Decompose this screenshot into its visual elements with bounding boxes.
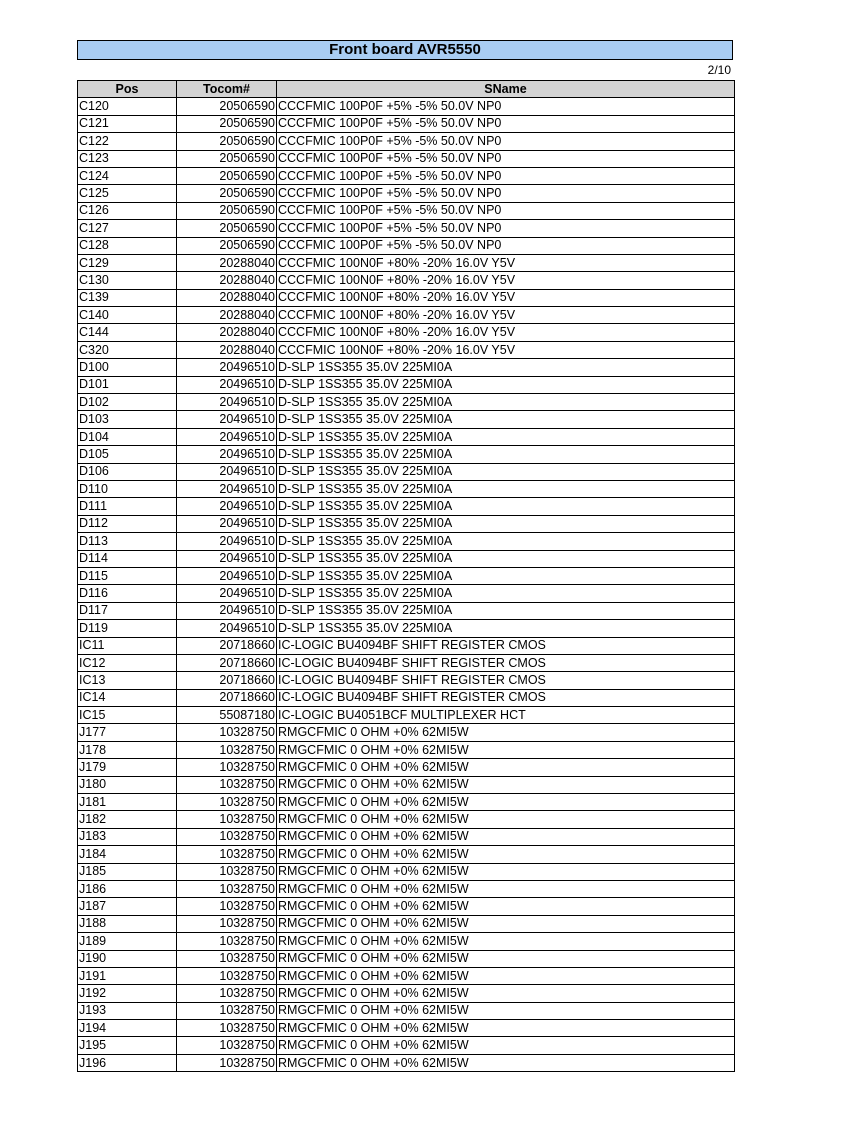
table-row bbox=[78, 550, 735, 567]
tocom-cell: 10328750 bbox=[177, 863, 277, 880]
sname-cell: RMGCFMIC 0 OHM +0% 62MI5W bbox=[277, 741, 735, 758]
sname-cell: RMGCFMIC 0 OHM +0% 62MI5W bbox=[277, 1020, 735, 1037]
table-row bbox=[78, 428, 735, 445]
pos-cell: D102 bbox=[78, 394, 177, 411]
tocom-cell: 10328750 bbox=[177, 828, 277, 845]
pos-cell: J182 bbox=[78, 811, 177, 828]
tocom-cell: 10328750 bbox=[177, 741, 277, 758]
pos-cell: IC11 bbox=[78, 637, 177, 654]
pos-cell: IC13 bbox=[78, 672, 177, 689]
sname-cell: CCCFMIC 100P0F +5% -5% 50.0V NP0 bbox=[277, 115, 735, 132]
sname-cell: D-SLP 1SS355 35.0V 225MI0A bbox=[277, 515, 735, 532]
tocom-cell: 20288040 bbox=[177, 324, 277, 341]
sname-cell: D-SLP 1SS355 35.0V 225MI0A bbox=[277, 463, 735, 480]
sname-cell: CCCFMIC 100P0F +5% -5% 50.0V NP0 bbox=[277, 98, 735, 115]
pos-cell: D116 bbox=[78, 585, 177, 602]
sname-cell: IC-LOGIC BU4094BF SHIFT REGISTER CMOS bbox=[277, 672, 735, 689]
sname-cell: IC-LOGIC BU4094BF SHIFT REGISTER CMOS bbox=[277, 689, 735, 706]
tocom-cell: 10328750 bbox=[177, 1020, 277, 1037]
table-row bbox=[78, 672, 735, 689]
tocom-cell: 20496510 bbox=[177, 550, 277, 567]
pos-cell: D106 bbox=[78, 463, 177, 480]
tocom-cell: 20288040 bbox=[177, 341, 277, 358]
sname-cell: D-SLP 1SS355 35.0V 225MI0A bbox=[277, 411, 735, 428]
table-row bbox=[78, 1054, 735, 1071]
table-row bbox=[78, 602, 735, 619]
pos-cell: J188 bbox=[78, 915, 177, 932]
tocom-cell: 10328750 bbox=[177, 759, 277, 776]
pos-cell: D110 bbox=[78, 480, 177, 497]
tocom-cell: 20496510 bbox=[177, 394, 277, 411]
table-row bbox=[78, 480, 735, 497]
tocom-cell: 20496510 bbox=[177, 463, 277, 480]
pos-cell: C320 bbox=[78, 341, 177, 358]
pos-cell: C140 bbox=[78, 307, 177, 324]
table-row bbox=[78, 394, 735, 411]
pos-cell: C129 bbox=[78, 254, 177, 271]
table-row bbox=[78, 689, 735, 706]
table-row bbox=[78, 254, 735, 271]
sname-cell: CCCFMIC 100P0F +5% -5% 50.0V NP0 bbox=[277, 133, 735, 150]
sname-cell: D-SLP 1SS355 35.0V 225MI0A bbox=[277, 359, 735, 376]
sname-cell: CCCFMIC 100N0F +80% -20% 16.0V Y5V bbox=[277, 324, 735, 341]
tocom-cell: 10328750 bbox=[177, 1037, 277, 1054]
tocom-cell: 10328750 bbox=[177, 1002, 277, 1019]
tocom-cell: 10328750 bbox=[177, 898, 277, 915]
pos-cell: J178 bbox=[78, 741, 177, 758]
pos-cell: C123 bbox=[78, 150, 177, 167]
sname-cell: RMGCFMIC 0 OHM +0% 62MI5W bbox=[277, 828, 735, 845]
tocom-cell: 10328750 bbox=[177, 794, 277, 811]
pos-cell: J186 bbox=[78, 880, 177, 897]
pos-cell: D100 bbox=[78, 359, 177, 376]
tocom-cell: 20718660 bbox=[177, 689, 277, 706]
sname-cell: IC-LOGIC BU4051BCF MULTIPLEXER HCT bbox=[277, 707, 735, 724]
tocom-cell: 20506590 bbox=[177, 202, 277, 219]
tocom-cell: 10328750 bbox=[177, 985, 277, 1002]
table-row bbox=[78, 724, 735, 741]
sname-cell: D-SLP 1SS355 35.0V 225MI0A bbox=[277, 533, 735, 550]
pos-cell: C121 bbox=[78, 115, 177, 132]
pos-cell: J194 bbox=[78, 1020, 177, 1037]
sname-cell: RMGCFMIC 0 OHM +0% 62MI5W bbox=[277, 1002, 735, 1019]
pos-cell: D104 bbox=[78, 428, 177, 445]
tocom-cell: 10328750 bbox=[177, 950, 277, 967]
tocom-cell: 20506590 bbox=[177, 150, 277, 167]
tocom-cell: 20496510 bbox=[177, 620, 277, 637]
table-row bbox=[78, 515, 735, 532]
pos-cell: C120 bbox=[78, 98, 177, 115]
pos-cell: J189 bbox=[78, 933, 177, 950]
tocom-cell: 20496510 bbox=[177, 602, 277, 619]
sname-cell: D-SLP 1SS355 35.0V 225MI0A bbox=[277, 376, 735, 393]
sname-cell: CCCFMIC 100N0F +80% -20% 16.0V Y5V bbox=[277, 254, 735, 271]
table-row bbox=[78, 220, 735, 237]
column-header-tocom: Tocom# bbox=[177, 81, 277, 98]
table-row bbox=[78, 794, 735, 811]
table-row bbox=[78, 654, 735, 671]
sname-cell: CCCFMIC 100N0F +80% -20% 16.0V Y5V bbox=[277, 289, 735, 306]
pos-cell: IC12 bbox=[78, 654, 177, 671]
pos-cell: C128 bbox=[78, 237, 177, 254]
tocom-cell: 20496510 bbox=[177, 359, 277, 376]
table-row bbox=[78, 324, 735, 341]
pos-cell: D112 bbox=[78, 515, 177, 532]
pos-cell: D113 bbox=[78, 533, 177, 550]
sname-cell: RMGCFMIC 0 OHM +0% 62MI5W bbox=[277, 724, 735, 741]
sname-cell: CCCFMIC 100P0F +5% -5% 50.0V NP0 bbox=[277, 202, 735, 219]
sname-cell: CCCFMIC 100P0F +5% -5% 50.0V NP0 bbox=[277, 167, 735, 184]
table-row bbox=[78, 846, 735, 863]
tocom-cell: 10328750 bbox=[177, 880, 277, 897]
sname-cell: RMGCFMIC 0 OHM +0% 62MI5W bbox=[277, 898, 735, 915]
pos-cell: J190 bbox=[78, 950, 177, 967]
tocom-cell: 20506590 bbox=[177, 115, 277, 132]
table-row bbox=[78, 185, 735, 202]
table-row bbox=[78, 1002, 735, 1019]
table-row bbox=[78, 620, 735, 637]
table-row bbox=[78, 98, 735, 115]
tocom-cell: 10328750 bbox=[177, 933, 277, 950]
table-header-row bbox=[78, 81, 735, 98]
sname-cell: RMGCFMIC 0 OHM +0% 62MI5W bbox=[277, 985, 735, 1002]
table-row bbox=[78, 498, 735, 515]
tocom-cell: 20496510 bbox=[177, 446, 277, 463]
table-row bbox=[78, 811, 735, 828]
tocom-cell: 20288040 bbox=[177, 289, 277, 306]
pos-cell: D117 bbox=[78, 602, 177, 619]
table-row bbox=[78, 828, 735, 845]
tocom-cell: 10328750 bbox=[177, 1054, 277, 1071]
sname-cell: RMGCFMIC 0 OHM +0% 62MI5W bbox=[277, 863, 735, 880]
pos-cell: J192 bbox=[78, 985, 177, 1002]
pos-cell: J184 bbox=[78, 846, 177, 863]
sname-cell: D-SLP 1SS355 35.0V 225MI0A bbox=[277, 602, 735, 619]
page-title: Front board AVR5550 bbox=[77, 40, 733, 60]
tocom-cell: 20506590 bbox=[177, 133, 277, 150]
sname-cell: D-SLP 1SS355 35.0V 225MI0A bbox=[277, 567, 735, 584]
table-row bbox=[78, 985, 735, 1002]
table-row bbox=[78, 1037, 735, 1054]
tocom-cell: 20288040 bbox=[177, 307, 277, 324]
tocom-cell: 20496510 bbox=[177, 498, 277, 515]
sname-cell: RMGCFMIC 0 OHM +0% 62MI5W bbox=[277, 967, 735, 984]
tocom-cell: 20496510 bbox=[177, 567, 277, 584]
table-row bbox=[78, 150, 735, 167]
pos-cell: J183 bbox=[78, 828, 177, 845]
sname-cell: CCCFMIC 100N0F +80% -20% 16.0V Y5V bbox=[277, 341, 735, 358]
sname-cell: RMGCFMIC 0 OHM +0% 62MI5W bbox=[277, 880, 735, 897]
tocom-cell: 20718660 bbox=[177, 672, 277, 689]
sname-cell: D-SLP 1SS355 35.0V 225MI0A bbox=[277, 498, 735, 515]
table-row bbox=[78, 933, 735, 950]
sname-cell: RMGCFMIC 0 OHM +0% 62MI5W bbox=[277, 933, 735, 950]
table-row bbox=[78, 637, 735, 654]
table-row bbox=[78, 341, 735, 358]
sname-cell: D-SLP 1SS355 35.0V 225MI0A bbox=[277, 550, 735, 567]
page-number: 2/10 bbox=[707, 63, 731, 77]
pos-cell: D119 bbox=[78, 620, 177, 637]
sname-cell: RMGCFMIC 0 OHM +0% 62MI5W bbox=[277, 846, 735, 863]
pos-cell: D111 bbox=[78, 498, 177, 515]
pos-cell: J185 bbox=[78, 863, 177, 880]
tocom-cell: 10328750 bbox=[177, 776, 277, 793]
tocom-cell: 20506590 bbox=[177, 220, 277, 237]
pos-cell: D103 bbox=[78, 411, 177, 428]
tocom-cell: 10328750 bbox=[177, 915, 277, 932]
pos-cell: J195 bbox=[78, 1037, 177, 1054]
table-row bbox=[78, 202, 735, 219]
table-row bbox=[78, 446, 735, 463]
tocom-cell: 10328750 bbox=[177, 811, 277, 828]
sname-cell: RMGCFMIC 0 OHM +0% 62MI5W bbox=[277, 1054, 735, 1071]
pos-cell: C139 bbox=[78, 289, 177, 306]
tocom-cell: 20496510 bbox=[177, 533, 277, 550]
pos-cell: C126 bbox=[78, 202, 177, 219]
table-row bbox=[78, 776, 735, 793]
tocom-cell: 10328750 bbox=[177, 846, 277, 863]
column-header-pos: Pos bbox=[78, 81, 177, 98]
tocom-cell: 20506590 bbox=[177, 185, 277, 202]
pos-cell: J180 bbox=[78, 776, 177, 793]
tocom-cell: 10328750 bbox=[177, 724, 277, 741]
sname-cell: CCCFMIC 100P0F +5% -5% 50.0V NP0 bbox=[277, 185, 735, 202]
pos-cell: C125 bbox=[78, 185, 177, 202]
pos-cell: D115 bbox=[78, 567, 177, 584]
tocom-cell: 20288040 bbox=[177, 272, 277, 289]
table-row bbox=[78, 741, 735, 758]
pos-cell: IC15 bbox=[78, 707, 177, 724]
pos-cell: J179 bbox=[78, 759, 177, 776]
tocom-cell: 10328750 bbox=[177, 967, 277, 984]
sname-cell: CCCFMIC 100P0F +5% -5% 50.0V NP0 bbox=[277, 150, 735, 167]
sname-cell: CCCFMIC 100N0F +80% -20% 16.0V Y5V bbox=[277, 272, 735, 289]
tocom-cell: 20496510 bbox=[177, 428, 277, 445]
sname-cell: CCCFMIC 100N0F +80% -20% 16.0V Y5V bbox=[277, 307, 735, 324]
tocom-cell: 20496510 bbox=[177, 411, 277, 428]
table-row bbox=[78, 237, 735, 254]
tocom-cell: 20496510 bbox=[177, 585, 277, 602]
tocom-cell: 20506590 bbox=[177, 167, 277, 184]
pos-cell: IC14 bbox=[78, 689, 177, 706]
column-header-sname: SName bbox=[277, 81, 735, 98]
table-row bbox=[78, 880, 735, 897]
pos-cell: J193 bbox=[78, 1002, 177, 1019]
pos-cell: D114 bbox=[78, 550, 177, 567]
table-row bbox=[78, 359, 735, 376]
table-row bbox=[78, 533, 735, 550]
sname-cell: RMGCFMIC 0 OHM +0% 62MI5W bbox=[277, 794, 735, 811]
table-row bbox=[78, 272, 735, 289]
table-row bbox=[78, 411, 735, 428]
pos-cell: J196 bbox=[78, 1054, 177, 1071]
table-row bbox=[78, 915, 735, 932]
pos-cell: C127 bbox=[78, 220, 177, 237]
table-row bbox=[78, 376, 735, 393]
pos-cell: J191 bbox=[78, 967, 177, 984]
pos-cell: C144 bbox=[78, 324, 177, 341]
sname-cell: RMGCFMIC 0 OHM +0% 62MI5W bbox=[277, 776, 735, 793]
sname-cell: RMGCFMIC 0 OHM +0% 62MI5W bbox=[277, 759, 735, 776]
sname-cell: D-SLP 1SS355 35.0V 225MI0A bbox=[277, 620, 735, 637]
sname-cell: RMGCFMIC 0 OHM +0% 62MI5W bbox=[277, 811, 735, 828]
table-row bbox=[78, 950, 735, 967]
table-row bbox=[78, 133, 735, 150]
tocom-cell: 20506590 bbox=[177, 98, 277, 115]
table-row bbox=[78, 585, 735, 602]
sname-cell: D-SLP 1SS355 35.0V 225MI0A bbox=[277, 446, 735, 463]
pos-cell: D105 bbox=[78, 446, 177, 463]
table-row bbox=[78, 463, 735, 480]
tocom-cell: 20718660 bbox=[177, 654, 277, 671]
table-row bbox=[78, 863, 735, 880]
table-row bbox=[78, 567, 735, 584]
table-row bbox=[78, 307, 735, 324]
tocom-cell: 20496510 bbox=[177, 515, 277, 532]
table-row bbox=[78, 167, 735, 184]
tocom-cell: 20496510 bbox=[177, 376, 277, 393]
tocom-cell: 20718660 bbox=[177, 637, 277, 654]
pos-cell: J181 bbox=[78, 794, 177, 811]
sname-cell: D-SLP 1SS355 35.0V 225MI0A bbox=[277, 480, 735, 497]
pos-cell: D101 bbox=[78, 376, 177, 393]
tocom-cell: 20496510 bbox=[177, 480, 277, 497]
pos-cell: C130 bbox=[78, 272, 177, 289]
table-row bbox=[78, 759, 735, 776]
sname-cell: CCCFMIC 100P0F +5% -5% 50.0V NP0 bbox=[277, 220, 735, 237]
sname-cell: D-SLP 1SS355 35.0V 225MI0A bbox=[277, 428, 735, 445]
tocom-cell: 55087180 bbox=[177, 707, 277, 724]
table-row bbox=[78, 1020, 735, 1037]
sname-cell: D-SLP 1SS355 35.0V 225MI0A bbox=[277, 585, 735, 602]
sname-cell: CCCFMIC 100P0F +5% -5% 50.0V NP0 bbox=[277, 237, 735, 254]
pos-cell: J177 bbox=[78, 724, 177, 741]
sname-cell: IC-LOGIC BU4094BF SHIFT REGISTER CMOS bbox=[277, 637, 735, 654]
tocom-cell: 20506590 bbox=[177, 237, 277, 254]
table-row bbox=[78, 115, 735, 132]
sname-cell: RMGCFMIC 0 OHM +0% 62MI5W bbox=[277, 915, 735, 932]
sname-cell: RMGCFMIC 0 OHM +0% 62MI5W bbox=[277, 950, 735, 967]
table-body bbox=[78, 98, 735, 1072]
sname-cell: IC-LOGIC BU4094BF SHIFT REGISTER CMOS bbox=[277, 654, 735, 671]
pos-cell: J187 bbox=[78, 898, 177, 915]
pos-cell: C122 bbox=[78, 133, 177, 150]
sname-cell: D-SLP 1SS355 35.0V 225MI0A bbox=[277, 394, 735, 411]
parts-table bbox=[77, 80, 735, 1072]
tocom-cell: 20288040 bbox=[177, 254, 277, 271]
table-row bbox=[78, 289, 735, 306]
pos-cell: C124 bbox=[78, 167, 177, 184]
table-row bbox=[78, 967, 735, 984]
table-row bbox=[78, 707, 735, 724]
table-row bbox=[78, 898, 735, 915]
sname-cell: RMGCFMIC 0 OHM +0% 62MI5W bbox=[277, 1037, 735, 1054]
